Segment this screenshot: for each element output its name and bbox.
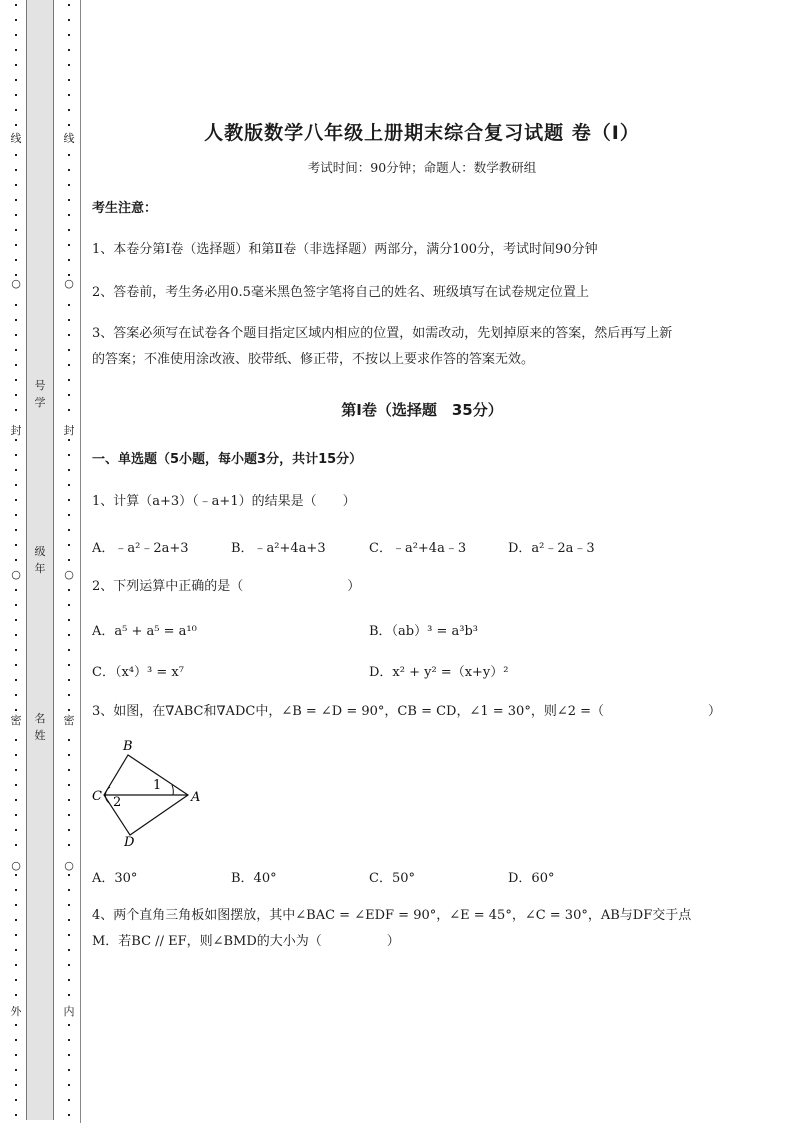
inner-mark-circle: ○	[57, 568, 81, 582]
question-2-option-a: A．a⁵ + a⁵ = a¹⁰	[92, 624, 197, 639]
margin-rule	[80, 0, 81, 1123]
vertex-c-label: C	[92, 789, 102, 804]
question-3-option-c: C．50°	[369, 871, 415, 886]
inner-mark-secret: 密	[57, 714, 81, 728]
notice-item-continued: 的答案；不准使用涂改液、胶带纸、修正带，不按以上要求作答的答案无效。	[92, 352, 535, 367]
inner-mark-inside: 内	[57, 1005, 81, 1019]
question-1-stem: 1、计算（a+3）（﹣a+1）的结果是（ ）	[92, 494, 356, 509]
question-1-option-b: B．﹣a²+4a+3	[231, 541, 326, 556]
inner-dotted-column	[57, 0, 81, 1123]
notice-item: 3、答案必须写在试卷各个题目指定区域内相应的位置，如需改动，先划掉原来的答案，然后再写上新	[92, 326, 673, 341]
question-4-stem: 4、两个直角三角板如图摆放，其中∠BAC = ∠EDF = 90°，∠E = 45°，∠C = 30°，AB与DF交于点	[92, 908, 692, 923]
outer-mark-line: 线	[4, 132, 28, 146]
name-label: 名姓	[34, 712, 46, 742]
question-1-option-d: D．a²﹣2a﹣3	[508, 541, 595, 556]
outer-mark-seal: 封	[4, 424, 28, 438]
question-2-stem: 2、下列运算中正确的是（ ）	[92, 579, 361, 594]
student-info-strip	[26, 0, 54, 1120]
question-1-option-a: A．﹣a²﹣2a+3	[92, 541, 189, 556]
grade-label: 级年	[34, 545, 46, 575]
inner-mark-seal: 封	[57, 424, 81, 438]
outer-mark-secret: 密	[4, 714, 28, 728]
question-3-option-b: B．40°	[231, 871, 277, 886]
outer-mark-circle: ○	[4, 277, 28, 291]
question-2-option-b: B．（ab）³ = a³b³	[369, 624, 478, 639]
binding-margin	[0, 0, 86, 1123]
outer-dotted-line	[4, 0, 28, 1123]
question-3-stem: 3、如图，在∇ABC和∇ADC中，∠B = ∠D = 90°，CB = CD，∠1 = 30°，则∠2 =（ ）	[92, 704, 722, 719]
notice-item: 2、答卷前，考生务必用0.5毫米黑色签字笔将自己的姓名、班级填写在试卷规定位置上	[92, 285, 589, 300]
outer-mark-circle: ○	[4, 568, 28, 582]
exam-subtitle: 考试时间：90分钟；命题人：数学教研组	[307, 160, 537, 175]
vertex-d-label: D	[124, 835, 135, 849]
part-heading: 一、单选题（5小题，每小题3分，共计15分）	[92, 452, 363, 467]
question-1-option-c: C．﹣a²+4a﹣3	[369, 541, 467, 556]
student-number-label: 号学	[34, 379, 46, 409]
notice-heading: 考生注意：	[92, 201, 158, 216]
vertex-a-label: A	[191, 790, 201, 805]
inner-dotted-line	[57, 0, 81, 1123]
vertex-b-label: B	[123, 739, 133, 754]
outer-mark-circle: ○	[4, 859, 28, 873]
question-2-option-c: C．（x⁴）³ = x⁷	[92, 665, 184, 680]
outer-dotted-column	[4, 0, 28, 1123]
question-3-figure	[92, 737, 212, 849]
outer-mark-outside: 外	[4, 1005, 28, 1019]
question-3-option-d: D．60°	[508, 871, 555, 886]
inner-mark-circle: ○	[57, 859, 81, 873]
inner-mark-circle: ○	[57, 277, 81, 291]
notice-item: 1、本卷分第I卷（选择题）和第Ⅱ卷（非选择题）两部分，满分100分，考试时间90分钟	[92, 242, 598, 257]
angle-1-arc	[172, 785, 173, 795]
question-3-option-a: A．30°	[92, 871, 138, 886]
section-title: 第I卷（选择题 35分）	[341, 401, 503, 419]
angle-2-label: 2	[113, 795, 122, 810]
exam-title: 人教版数学八年级上册期末综合复习试题 卷（Ⅰ）	[204, 122, 640, 144]
angle-1-label: 1	[153, 778, 162, 793]
question-2-option-d: D．x² + y² =（x+y）²	[369, 665, 509, 680]
inner-mark-line: 线	[57, 132, 81, 146]
question-4-stem-continued: M．若BC // EF，则∠BMD的大小为（ ）	[92, 934, 400, 949]
